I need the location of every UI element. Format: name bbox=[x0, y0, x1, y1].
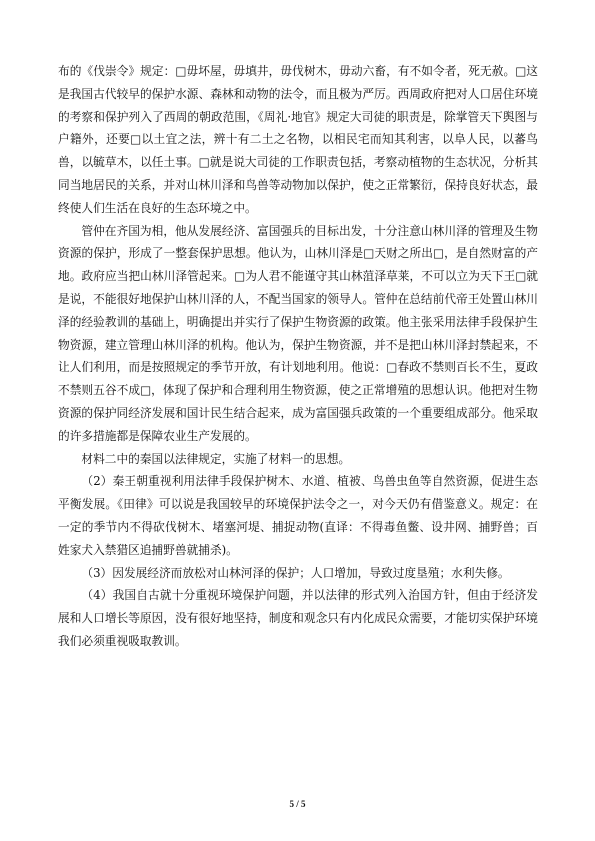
answer-4: （4）我国自古就十分重视环境保护问题，并以法律的形式列入治国方针，但由于经济发展和人口增长等原因，没有很好地坚持，制度和观念只有内化成民众需要，才能切实保护环境我们必须重视吸取教训。 bbox=[58, 588, 538, 648]
answer-2: （2）秦王朝重视利用法律手段保护树木、水道、植被、鸟兽虫鱼等自然资源，促进生态平衡发展。《田律》可以说是我国较早的环境保护法令之一，对今天仍有借鉴意义。规定：在一定的季节内不得砍伐树木、堵塞河堤、捕捉动物(直译：不得毒鱼鳖、设井网、捕野兽；百姓家犬入禁猎区追捕野兽就捕杀)。 bbox=[58, 474, 538, 557]
paragraph-guanzhong: 管仲在齐国为相，他从发展经济、富国强兵的目标出发，十分注意山林川泽的管理及生物资源的保护，形成了一整套保护思想。他认为，山林川泽是□天财之所出□，是自然财富的产地。政府应当把山林川泽管起来。□为人君不能谨守其山林菹泽草莱，不可以立为天下王□就是说，不能很好地保护山林川泽的人，不配当国家的领导人。管仲在总结前代帝王处置山林川泽的经验教训的基础上，明确提出并实行了保护生物资源的政策。他主张采用法律手段保护生物资源，建立管理山林川泽的机构。他认为，保护生物资源，并不是把山林川泽封禁起来，不让人们利用，而是按照规定的季节开放，有计划地利用。他说：□春政不禁则百长不生，夏政不禁则五谷不成□，体现了保护和合理利用生物资源，使之正常增殖的思想认识。他把对生物资源的保护同经济发展和国计民生结合起来，成为富国强兵政策的一个重要组成部分。他采取的许多措施都是保障农业生产发展的。 bbox=[58, 223, 538, 443]
paragraph-material-two: 材料二中的秦国以法律规定，实施了材料一的思想。 bbox=[81, 451, 351, 466]
paragraph-zhou-laws: 布的《伐崇令》规定：□毋坏屋，毋填井，毋伐树木，毋动六畜，有不如令者，死无赦。□这是我国古代较早的保护水源、森林和动物的法令，而且极为严厉。西周政府把对人口居住环境的考察和保护列入了西周的朝政范围，《周礼·地官》规定大司徒的职责是，除掌管天下舆图与户籍外，还要□以土宜之法，辨十有二土之名物，以相民宅而知其利害，以阜人民，以蕃鸟兽，以毓草木，以任土事。□就是说大司徒的工作职责包括，考察动植物的生态状况，分析其同当地居民的关系，并对山林川泽和鸟兽等动物加以保护，使之正常繁衍，保持良好状态，最终使人们生活在良好的生态环境之中。 bbox=[58, 64, 538, 215]
answer-3: （3）因发展经济而放松对山林河泽的保护；人口增加，导致过度垦殖；水利失修。 bbox=[81, 565, 510, 580]
document-body bbox=[58, 60, 538, 653]
page-number: 5 / 5 bbox=[289, 799, 306, 809]
